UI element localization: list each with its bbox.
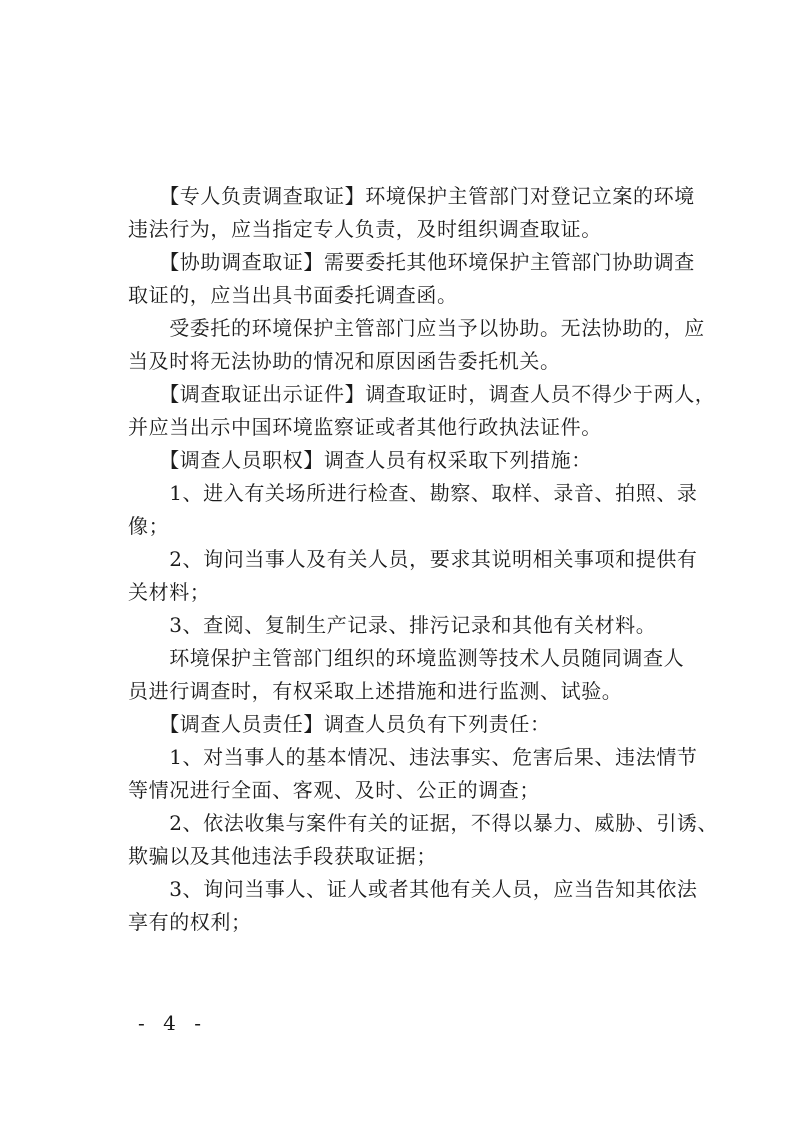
paragraph-line: 【调查人员责任】调查人员负有下列责任： [128,712,551,736]
paragraph-line: 2、依法收集与案件有关的证据，不得以暴力、威胁、引诱、 [128,811,719,835]
paragraph [128,246,695,312]
paragraph-line: 1、进入有关场所进行检查、勘察、取样、录音、拍照、录 [128,481,698,505]
paragraph-line: 关材料； [128,580,211,604]
paragraph-line: 【调查人员职权】调查人员有权采取下列措施： [128,448,592,472]
page-number: - 4 - [138,1011,207,1035]
paragraph-line: 享有的权利； [128,910,252,934]
paragraph-line: 像； [128,514,170,538]
paragraph-line: 【专人负责调查取证】环境保护主管部门对登记立案的环境 [128,184,695,208]
paragraph [128,543,698,609]
paragraph-line: 3、查阅、复制生产记录、排污记录和其他有关材料。 [128,613,657,637]
paragraph-line: 【调查取证出示证件】调查取证时，调查人员不得少于两人， [128,382,716,406]
paragraph [128,444,688,477]
paragraph-line: 受委托的环境保护主管部门应当予以协助。无法协助的，应 [128,316,705,340]
paragraph-line: 欺骗以及其他违法手段获取证据； [128,844,437,868]
paragraph [128,477,698,543]
paragraph [128,609,688,642]
paragraph [128,873,698,939]
paragraph-line: 当及时将无法协助的情况和原因函告委托机关。 [128,349,561,373]
paragraph [128,642,688,708]
paragraph-line: 并应当出示中国环境监察证或者其他行政执法证件。 [128,415,602,439]
paragraph [128,180,695,246]
paragraph [128,708,688,741]
document-body [128,180,719,939]
paragraph-line: 员进行调查时，有权采取上述措施和进行监测、试验。 [128,679,623,703]
paragraph-line: 2、询问当事人及有关人员，要求其说明相关事项和提供有 [128,547,698,571]
paragraph-line: 等情况进行全面、客观、及时、公正的调查； [128,778,540,802]
paragraph-line: 取证的，应当出具书面委托调查函。 [128,283,458,307]
paragraph-line: 【协助调查取证】需要委托其他环境保护主管部门协助调查 [128,250,695,274]
paragraph [128,807,719,873]
paragraph-line: 3、询问当事人、证人或者其他有关人员，应当告知其依法 [128,877,698,901]
paragraph-line: 1、对当事人的基本情况、违法事实、危害后果、违法情节 [128,745,698,769]
paragraph-line: 环境保护主管部门组织的环境监测等技术人员随同调查人 [128,646,685,670]
paragraph-line: 违法行为，应当指定专人负责，及时组织调查取证。 [128,217,602,241]
paragraph [128,378,716,444]
paragraph [128,312,705,378]
paragraph [128,741,698,807]
